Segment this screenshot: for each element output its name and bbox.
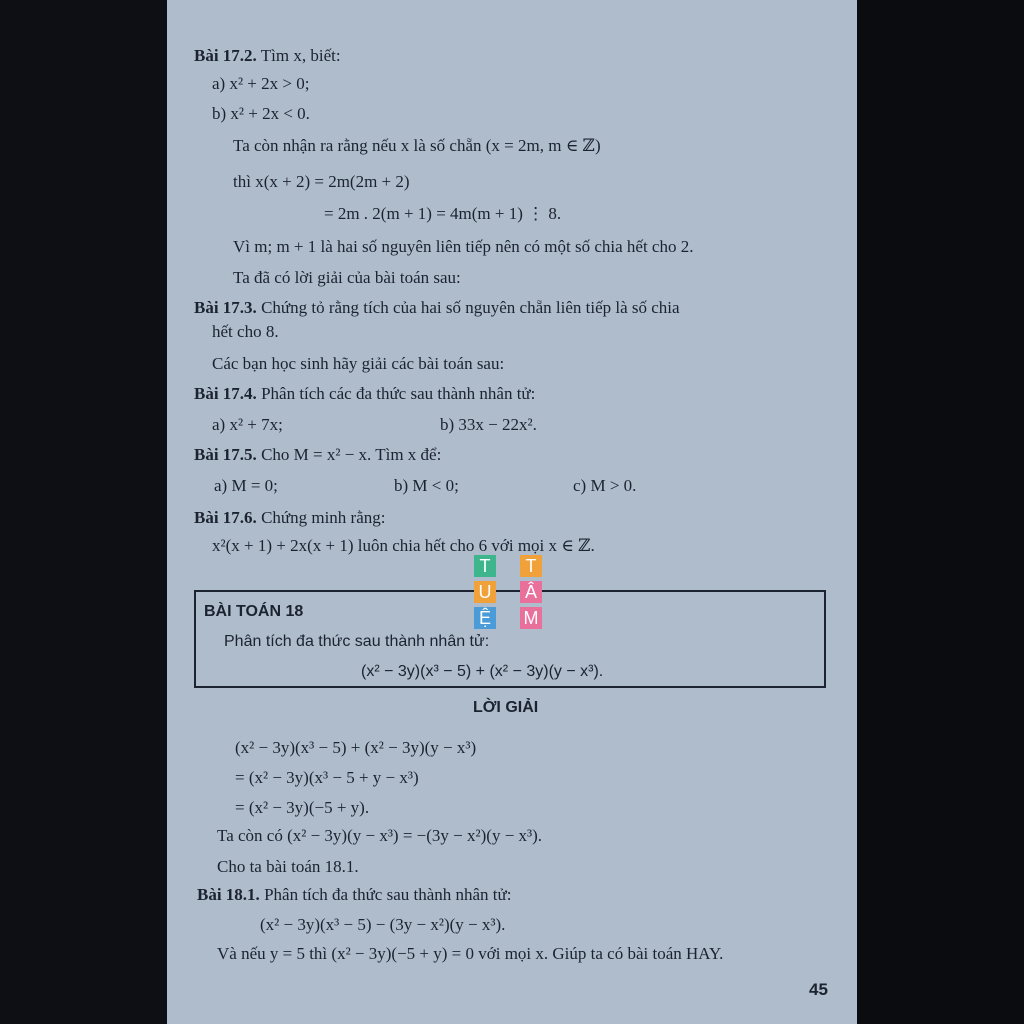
exercise-text: Cho M = x² − x. Tìm x để:: [261, 445, 442, 464]
shop-watermark-logo: [474, 555, 548, 655]
solution-line: = (x² − 3y)(x³ − 5 + y − x³): [235, 768, 419, 787]
exercise-text: Phân tích đa thức sau thành nhân tử:: [264, 885, 512, 904]
watermark-letter: Ệ: [474, 607, 496, 629]
text-line: b) M < 0;: [394, 476, 459, 495]
box-title: BÀI TOÁN 18: [204, 603, 304, 620]
text-line: Vì m; m + 1 là hai số nguyên liên tiếp nên có một số chia hết cho 2.: [233, 237, 694, 256]
solution-line: Và nếu y = 5 thì (x² − 3y)(−5 + y) = 0 với mọi x. Giúp ta có bài toán HAY.: [217, 944, 724, 963]
watermark-letter: T: [474, 555, 496, 577]
text-line: = 2m . 2(m + 1) = 4m(m + 1) ⋮ 8.: [324, 204, 562, 223]
exercise-text: Chứng tỏ rằng tích của hai số nguyên chẵn liên tiếp là số chia: [261, 298, 680, 317]
text-line: Ta còn nhận ra rằng nếu x là số chẵn (x = 2m, m ∈ ℤ): [233, 136, 601, 155]
text-line: hết cho 8.: [212, 322, 279, 341]
exercise-17-2: [194, 46, 341, 66]
exercise-17-4: [194, 384, 535, 404]
solution-line: (x² − 3y)(x³ − 5) + (x² − 3y)(y − x³): [235, 738, 477, 757]
exercise-label: Bài 17.4.: [194, 384, 257, 403]
solution-line: (x² − 3y)(x³ − 5) − (3y − x²)(y − x³).: [260, 915, 506, 934]
text-line: Các bạn học sinh hãy giải các bài toán sau:: [212, 354, 505, 373]
book-page: [167, 0, 857, 1024]
watermark-letter: U: [474, 581, 496, 603]
exercise-text: Chứng minh rằng:: [261, 508, 386, 527]
exercise-17-6: [194, 508, 386, 528]
box-line: Phân tích đa thức sau thành nhân tử:: [224, 633, 490, 650]
exercise-label: Bài 17.2.: [194, 46, 257, 65]
watermark-letter: M: [520, 607, 542, 629]
exercise-label: Bài 17.5.: [194, 445, 257, 464]
watermark-letter: T: [520, 555, 542, 577]
box-line: (x² − 3y)(x³ − 5) + (x² − 3y)(y − x³).: [361, 663, 604, 680]
exercise-17-5: [194, 445, 441, 465]
solution-line: = (x² − 3y)(−5 + y).: [235, 798, 370, 817]
text-line: b) 33x − 22x².: [440, 415, 537, 434]
exercise-17-3: [194, 298, 680, 318]
dark-background: [857, 0, 1024, 1024]
text-line: Ta đã có lời giải của bài toán sau:: [233, 268, 461, 287]
text-line: b) x² + 2x < 0.: [212, 104, 310, 123]
watermark-letter: Â: [520, 581, 542, 603]
exercise-label: Bài 17.6.: [194, 508, 257, 527]
text-line: c) M > 0.: [573, 476, 637, 495]
solution-line: Ta còn có (x² − 3y)(y − x³) = −(3y − x²)(y − x³).: [217, 826, 543, 845]
exercise-text: Tìm x, biết:: [260, 46, 341, 65]
exercise-label: Bài 18.1.: [197, 885, 260, 904]
text-line: x²(x + 1) + 2x(x + 1) luôn chia hết cho 6 với mọi x ∈ ℤ.: [212, 536, 595, 555]
solution-title: LỜI GIẢI: [473, 699, 539, 716]
text-line: a) M = 0;: [214, 476, 278, 495]
exercise-18-1: [197, 885, 511, 905]
solution-line: Cho ta bài toán 18.1.: [217, 857, 359, 876]
text-line: thì x(x + 2) = 2m(2m + 2): [233, 172, 410, 191]
text-line: a) x² + 7x;: [212, 415, 283, 434]
exercise-label: Bài 17.3.: [194, 298, 257, 317]
page-number: 45: [809, 980, 828, 999]
text-line: a) x² + 2x > 0;: [212, 74, 310, 93]
exercise-text: Phân tích các đa thức sau thành nhân tử:: [261, 384, 536, 403]
